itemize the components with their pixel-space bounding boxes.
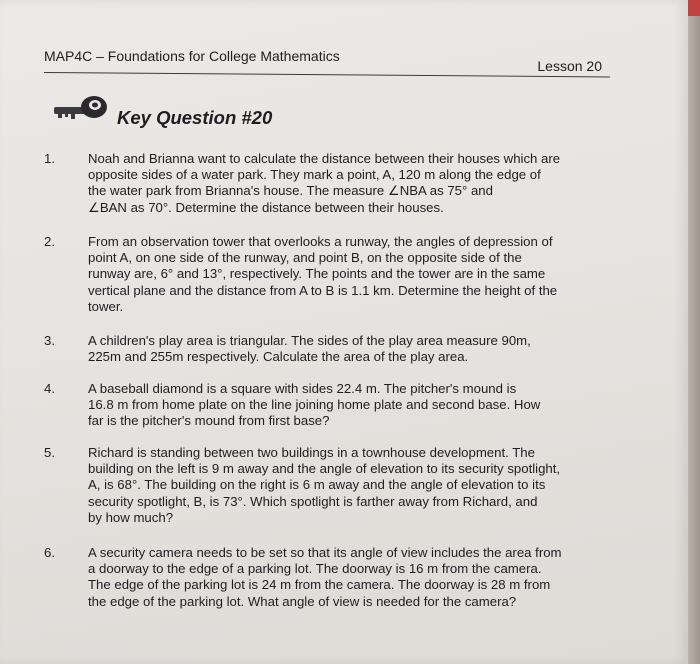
question-line: building on the left is 9 m away and the angle of elevation to its security spotlight, xyxy=(88,461,561,477)
key-icon xyxy=(50,92,110,126)
lesson-label: Lesson 20 xyxy=(537,58,602,74)
question-text xyxy=(88,445,608,526)
question-text xyxy=(88,545,608,610)
question-number: 3. xyxy=(44,333,55,348)
page-header xyxy=(44,48,606,74)
question-text xyxy=(88,234,608,315)
question-line: From an observation tower that overlooks a runway, the angles of depression of xyxy=(88,234,553,249)
question-number: 5. xyxy=(44,445,55,460)
question-line: A children's play area is triangular. The sides of the play area measure 90m, xyxy=(88,333,531,348)
question-line: far is the pitcher's mound from first base? xyxy=(88,413,330,429)
question-line: the water park from Brianna's house. The measure ∠NBA as 75° and xyxy=(88,183,493,199)
question-line: by how much? xyxy=(88,509,174,525)
question-line: the edge of the parking lot. What angle of view is needed for the camera? xyxy=(88,593,517,609)
course-title: MAP4C – Foundations for College Mathematics xyxy=(44,48,340,64)
question-line: ∠BAN as 70°. Determine the distance between their houses. xyxy=(88,199,444,215)
question-line: Noah and Brianna want to calculate the distance between their houses which are xyxy=(88,151,561,166)
question-line: tower. xyxy=(88,298,124,314)
red-tab xyxy=(688,0,700,16)
question-line: security spotlight, B, is 73°. Which spotlight is farther away from Richard, and xyxy=(88,493,538,509)
question-text xyxy=(88,381,608,430)
page-edge xyxy=(688,0,700,664)
question-line: 16.8 m from home plate on the line joining home plate and second base. How xyxy=(88,397,541,413)
question-number: 1. xyxy=(44,151,55,166)
question-line: runway are, 6° and 13°, respectively. The points and the tower are in the same xyxy=(88,266,546,282)
question-line: opposite sides of a water park. They mark a point, A, 120 m along the edge of xyxy=(88,167,541,183)
question-number: 4. xyxy=(44,381,55,396)
question-line: a doorway to the edge of a parking lot. The doorway is 16 m from the camera. xyxy=(88,561,542,577)
question-line: A, is 68°. The building on the right is 6 m away and the angle of elevation to its xyxy=(88,477,546,493)
question-number: 6. xyxy=(44,545,55,560)
question-line: point A, on one side of the runway, and point B, on the opposite side of the xyxy=(88,250,522,266)
question-line: A baseball diamond is a square with sides 22.4 m. The pitcher's mound is xyxy=(88,381,517,396)
question-line: A security camera needs to be set so that its angle of view includes the area from xyxy=(88,545,562,560)
question-text xyxy=(88,151,608,216)
question-number: 2. xyxy=(44,234,55,249)
question-line: Richard is standing between two buildings in a townhouse development. The xyxy=(88,445,535,460)
question-line: 225m and 255m respectively. Calculate the area of the play area. xyxy=(88,349,469,365)
question-line: The edge of the parking lot is 24 m from the camera. The doorway is 28 m from xyxy=(88,577,551,593)
question-line: vertical plane and the distance from A to B is 1.1 km. Determine the height of the xyxy=(88,282,558,298)
key-question-title: Key Question #20 xyxy=(117,107,273,128)
question-text xyxy=(88,333,608,365)
